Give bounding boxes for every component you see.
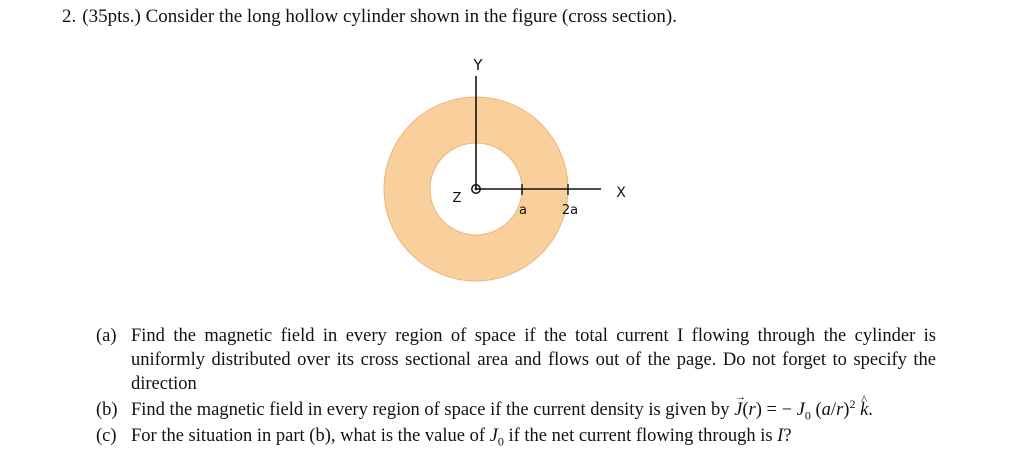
var-I: I [777,426,784,446]
var-r: r [748,400,756,420]
current-density-vector: → J [734,398,742,422]
part-label: (b) [96,400,118,420]
var-J0: J [796,400,805,420]
equals-minus: = − [766,400,793,420]
axis-z-label: Z [452,191,462,206]
unit-vector-k: ^ k [860,398,868,422]
tick-label-a: a [519,203,527,218]
subscript-0: 0 [804,408,811,423]
axis-x-label: X [616,185,626,201]
problem-number: 2. [62,6,77,27]
part-text: Find the magnetic field in every region of space if the total current I flowing through the cylinder is uniformly distributed over its cross sectional area and flows out of the page. Do not forget to specify the direction [131,326,936,394]
part-label: (c) [96,426,117,446]
slash: / [830,400,837,420]
problem-parts [96,324,936,450]
part-text: Find the magnetic field in every region of space if the current density is given by → J(r) = − $J_0$ $(a/r)^2$ ^ k. [131,398,936,422]
question-mark: ? [783,426,792,446]
part-b [96,398,936,422]
part-c-text-after: if the net current flowing through is [508,426,773,446]
axis-y-label: Y [473,56,483,74]
exponent-2: 2 [849,396,856,411]
part-text [131,424,936,448]
subscript-0: 0 [497,434,504,449]
part-b-text: Find the magnetic field in every region of space if the current density is given by [131,400,730,420]
part-c [96,424,936,448]
var-J0: J [489,426,498,446]
period: . [868,400,873,420]
problem-points: (35pts.) [82,6,141,27]
var-a: a [821,400,831,420]
tick-label-2a: 2a [561,203,579,218]
problem-statement: Consider the long hollow cylinder shown in the figure (cross section). [145,6,677,27]
var-r2: r [836,400,844,420]
part-c-text: For the situation in part (b), what is the value of [131,426,485,446]
part-label: (a) [96,326,117,346]
part-a [96,324,936,396]
